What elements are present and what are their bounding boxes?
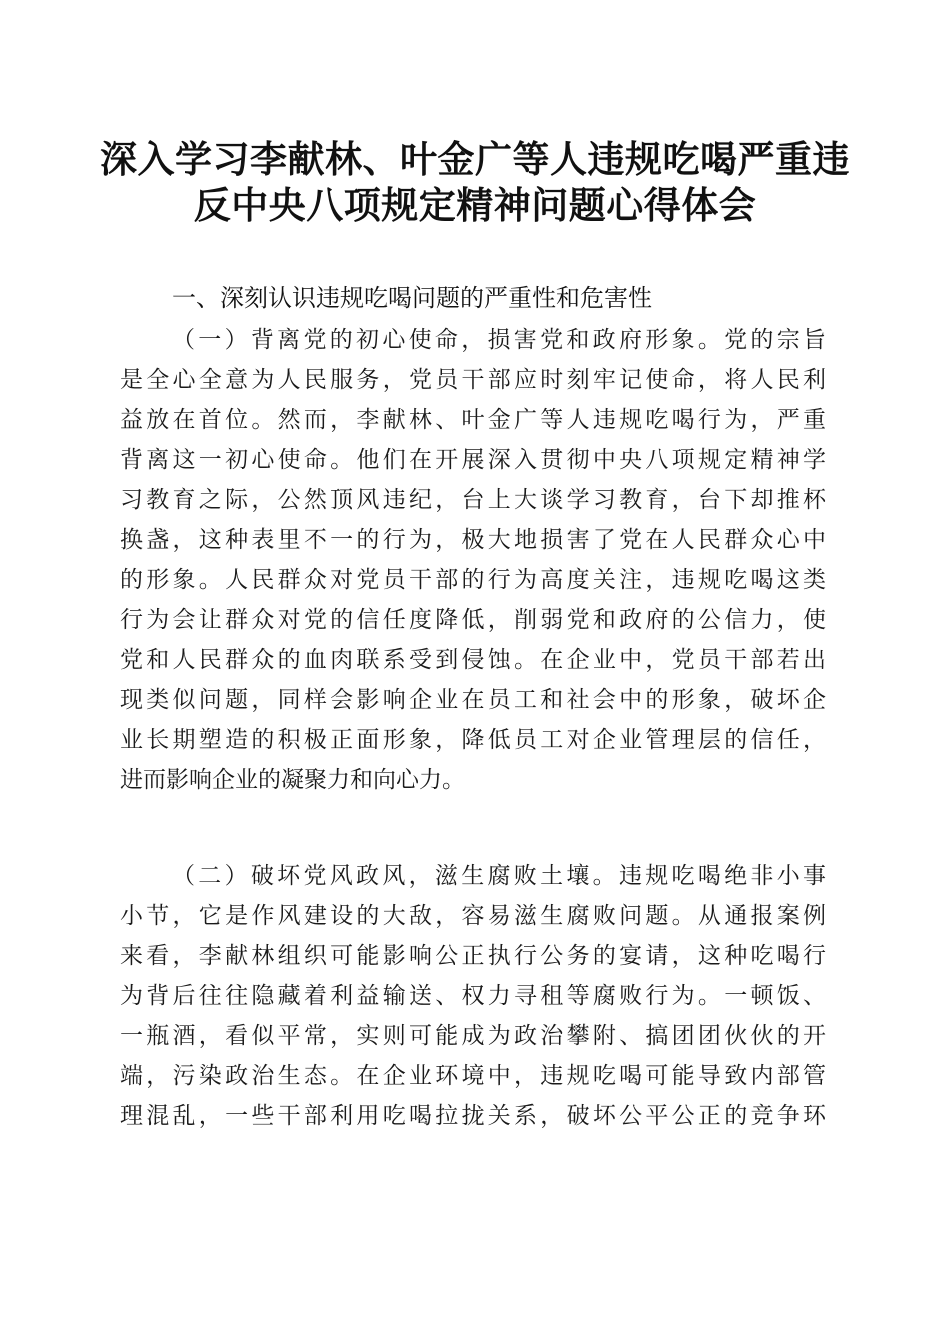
section-heading: 一、深刻认识违规吃喝问题的严重性和危害性 bbox=[172, 284, 652, 312]
paragraph-line: 习教育之际，公然顶风违纪，台上大谈学习教育，台下却推杯 bbox=[120, 487, 826, 513]
title-line: 反中央八项规定精神问题心得体会 bbox=[193, 183, 757, 227]
paragraph-line: 的形象。人民群众对党员干部的行为高度关注，违规吃喝这类 bbox=[120, 567, 826, 593]
paragraph-line: 业长期塑造的积极正面形象，降低员工对企业管理层的信任， bbox=[120, 727, 826, 753]
paragraph-line: 来看，李献林组织可能影响公正执行公务的宴请，这种吃喝行 bbox=[120, 943, 826, 969]
paragraph-line: （二）破坏党风政风，滋生腐败土壤。违规吃喝绝非小事 bbox=[172, 863, 826, 889]
paragraph-2 bbox=[120, 856, 826, 1136]
paragraph-line: 端，污染政治生态。在企业环境中，违规吃喝可能导致内部管 bbox=[120, 1063, 826, 1089]
paragraph-line: 理混乱，一些干部利用吃喝拉拢关系，破坏公平公正的竞争环 bbox=[120, 1103, 826, 1129]
paragraph-1 bbox=[120, 320, 826, 800]
paragraph-line: 党和人民群众的血肉联系受到侵蚀。在企业中，党员干部若出 bbox=[120, 647, 826, 673]
paragraph-line: 换盏，这种表里不一的行为，极大地损害了党在人民群众心中 bbox=[120, 527, 826, 553]
title-line: 深入学习李献林、叶金广等人违规吃喝严重违 bbox=[100, 137, 850, 181]
paragraph-line: 为背后往往隐藏着利益输送、权力寻租等腐败行为。一顿饭、 bbox=[120, 983, 826, 1009]
paragraph-line: 益放在首位。然而，李献林、叶金广等人违规吃喝行为，严重 bbox=[120, 407, 826, 433]
paragraph-line: 现类似问题，同样会影响企业在员工和社会中的形象，破坏企 bbox=[120, 687, 826, 713]
paragraph-line: 进而影响企业的凝聚力和向心力。 bbox=[120, 767, 465, 793]
document-title bbox=[100, 136, 850, 228]
paragraph-line: 是全心全意为人民服务，党员干部应时刻牢记使命，将人民利 bbox=[120, 367, 826, 393]
paragraph-line: 背离这一初心使命。他们在开展深入贯彻中央八项规定精神学 bbox=[120, 447, 826, 473]
paragraph-line: （一）背离党的初心使命，损害党和政府形象。党的宗旨 bbox=[172, 327, 826, 353]
paragraph-line: 行为会让群众对党的信任度降低，削弱党和政府的公信力，使 bbox=[120, 607, 826, 633]
paragraph-line: 一瓶酒，看似平常，实则可能成为政治攀附、搞团团伙伙的开 bbox=[120, 1023, 826, 1049]
paragraph-line: 小节，它是作风建设的大敌，容易滋生腐败问题。从通报案例 bbox=[120, 903, 826, 929]
